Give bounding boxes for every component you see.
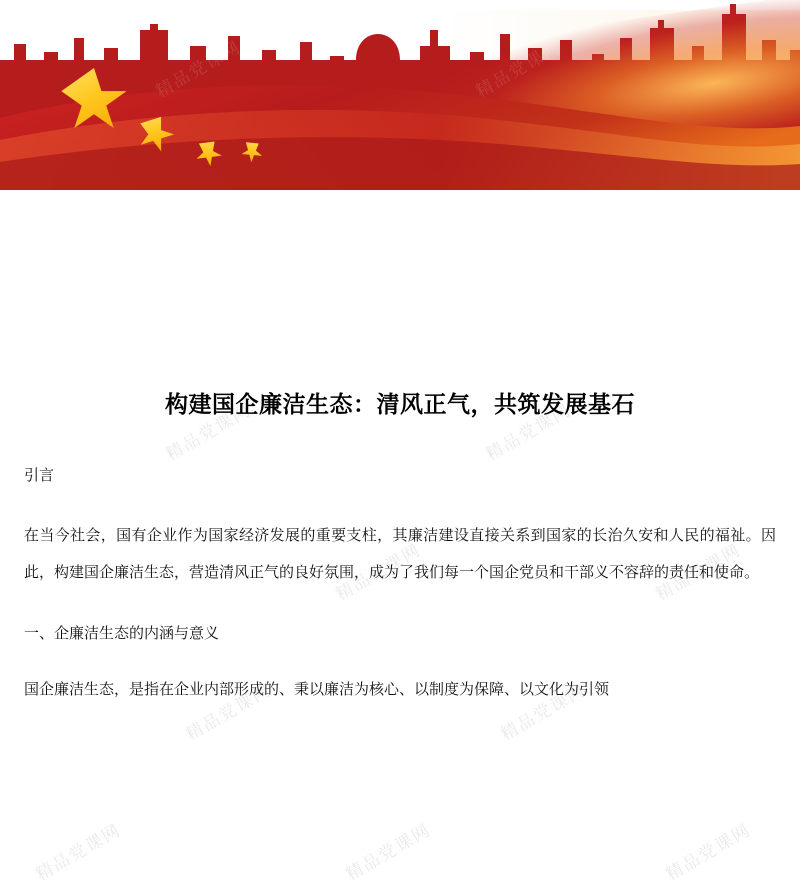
intro-paragraph: 在当今社会，国有企业作为国家经济发展的重要支柱，其廉洁建设直接关系到国家的长治久安和人民的福祉。因此，构建国企廉洁生态，营造清风正气的良好氛围，成为了我们每一个国企党员和干部义不容辞的责任和使命。: [24, 527, 776, 581]
document-page: [0, 190, 800, 885]
top-whitespace: [24, 190, 776, 388]
section-heading-one: 一、企廉洁生态的内涵与意义: [24, 624, 220, 642]
watermark: 精品党课网: [162, 400, 255, 465]
watermark: 精品党课网: [32, 820, 125, 885]
watermark: 精品党课网: [342, 820, 435, 885]
watermark: 精品党课网: [332, 540, 425, 605]
body-paragraph: 国企廉洁生态，是指在企业内部形成的、秉以廉洁为核心、以制度为保障、以文化为引领: [24, 680, 610, 698]
watermark: 精品党课网: [662, 820, 755, 885]
page-banner: [0, 0, 800, 190]
watermark: 精品党课网: [497, 680, 590, 745]
watermark: 精品党课网: [182, 680, 275, 745]
intro-label: 引言: [24, 467, 55, 485]
watermark: 精品党课网: [652, 540, 745, 605]
document-content: [0, 190, 800, 708]
watermark: 精品党课网: [482, 400, 575, 465]
page-title: 构建国企廉洁生态：清风正气，共筑发展基石: [165, 391, 635, 417]
